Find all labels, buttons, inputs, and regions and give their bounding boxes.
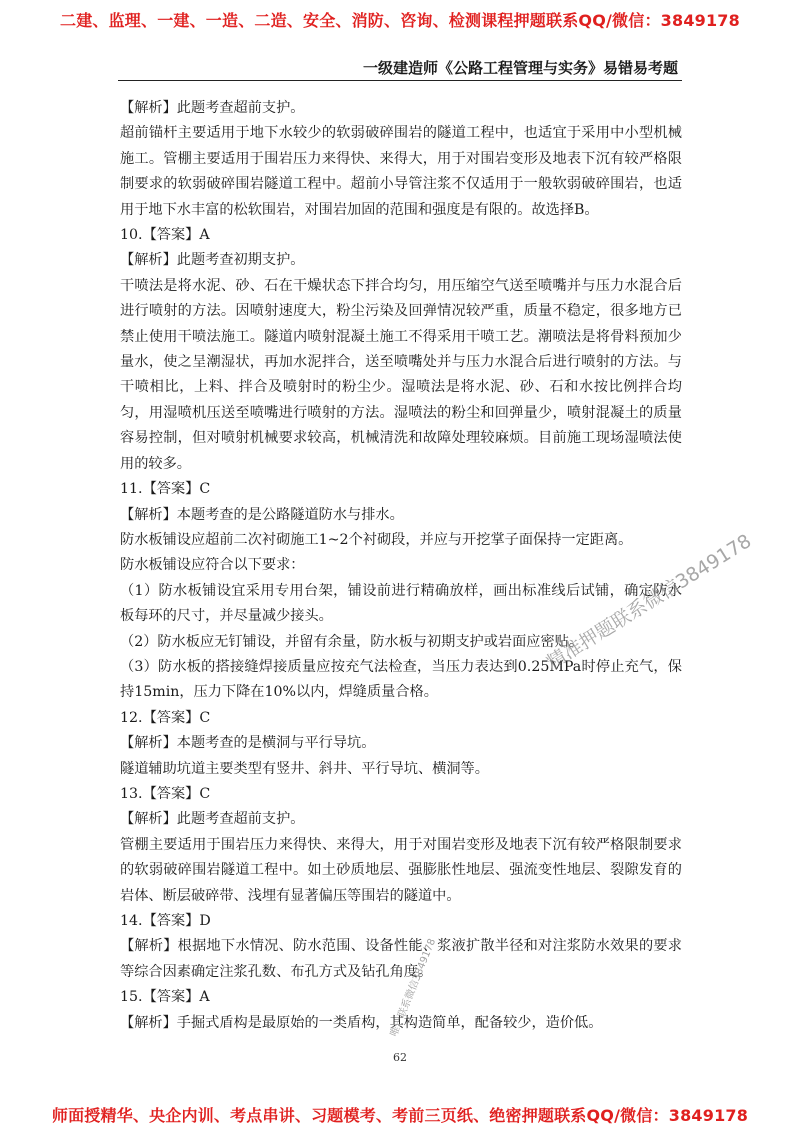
answer-line: 14.【答案】D <box>120 913 211 929</box>
top-banner: 二建、监理、一建、一造、二造、安全、消防、咨询、检测课程押题联系QQ/微信：3849178 <box>60 11 740 30</box>
running-header: 一级建造师《公路工程管理与实务》易错易考题 <box>362 59 678 77</box>
paragraph: 【解析】本题考查的是横洞与平行导坑。 <box>120 735 376 752</box>
paragraph: 【解析】此题考查超前支护。 <box>120 811 305 828</box>
watermark-side: 精准押题联系微信3849178 <box>542 530 756 675</box>
answer-line: 10.【答案】A <box>120 227 210 244</box>
paragraph: 管棚主要适用于围岩压力来得快、来得大，用于对围岩变形及地表下沉有较严格限制要求的软弱破碎围岩隧道工程中。如土砂质地层、强膨胀性地层、强流变性地层、裂隙发育的岩体、断层破碎带、浅埋有显著偏压等围岩的隧道中。 <box>120 836 682 904</box>
paragraph: 干喷法是将水泥、砂、石在干燥状态下拌合均匀，用压缩空气送至喷嘴并与压力水混合后进行喷射的方法。因喷射速度大，粉尘污染及回弹情况较严重，质量不稳定，很多地方已禁止使用干喷法施工。隧道内喷射混凝土施工不得采用干喷工艺。潮喷法是将骨料预加少量水，使之呈潮湿状，再加水泥拌合，送至喷嘴处并与压力水混合后进行喷射的方法。与干喷相比，上料、拌合及喷射时的粉尘少。湿喷法是将水泥、砂、石和水按比例拌合均匀，用湿喷机压送至喷嘴进行喷射的方法。湿喷法的粉尘和回弹量少，喷射混凝土的质量容易控制，但对喷射机械要求较高，机械清洗和故障处理较麻烦。目前施工现场湿喷法使用的较多。 <box>120 277 682 472</box>
watermark-bottom: 唯一联系微信3849178 <box>388 937 439 1039</box>
paragraph: 【解析】本题考查的是公路隧道防水与排水。 <box>120 506 404 523</box>
header-rule <box>118 80 682 81</box>
answer-line: 11.【答案】C <box>120 481 211 498</box>
answer-line: 13.【答案】C <box>120 785 211 802</box>
paragraph: 【解析】此题考查超前支护。 <box>120 100 305 116</box>
answer-line: 15.【答案】A <box>120 989 210 1006</box>
page-number: 62 <box>393 1051 407 1064</box>
list-item: （3）防水板的搭接缝焊接质量应按充气法检查，当压力表达到0.25MPa时停止充气，保持15min，压力下降在10%以内，焊缝质量合格。 <box>120 658 682 701</box>
list-item: （1）防水板铺设宜采用专用台架，铺设前进行精确放样，画出标准线后试铺，确定防水板每环的尺寸，并尽量减少接头。 <box>120 582 682 625</box>
answer-line: 12.【答案】C <box>120 709 211 726</box>
list-item: （2）防水板应无钉铺设，并留有余量，防水板与初期支护或岩面应密贴。 <box>120 633 584 650</box>
paragraph: 【解析】此题考查初期支护。 <box>120 252 305 269</box>
paragraph: 隧道辅助坑道主要类型有竖井、斜井、平行导坑、横洞等。 <box>120 760 489 777</box>
page-body <box>120 96 682 1036</box>
paragraph: 防水板铺设应超前二次衬砌施工1~2个衬砌段，并应与开挖掌子面保持一定距离。 <box>120 531 633 548</box>
paragraph: 超前锚杆主要适用于地下水较少的软弱破碎围岩的隧道工程中，也适宜于采用中小型机械施工。管棚主要适用于围岩压力来得快、来得大，用于对围岩变形及地表下沉有较严格限制要求的软弱破碎围岩隧道工程中。超前小导管注浆不仅适用于一般软弱破碎围岩，也适用于地下水丰富的松软围岩，对围岩加固的范围和强度是有限的。故选择B。 <box>120 125 682 218</box>
bottom-banner: 师面授精华、央企内训、考点串讲、习题模考、考前三页纸、绝密押题联系QQ/微信：3849178 <box>51 1106 749 1125</box>
paragraph: 【解析】手掘式盾构是最原始的一类盾构，其构造简单，配备较少，造价低。 <box>120 1014 603 1031</box>
paragraph: 防水板铺设应符合以下要求： <box>120 557 305 574</box>
paragraph: 【解析】根据地下水情况、防水范围、设备性能、浆液扩散半径和对注浆防水效果的要求等综合因素确定注浆孔数、布孔方式及钻孔角度。 <box>120 938 682 980</box>
